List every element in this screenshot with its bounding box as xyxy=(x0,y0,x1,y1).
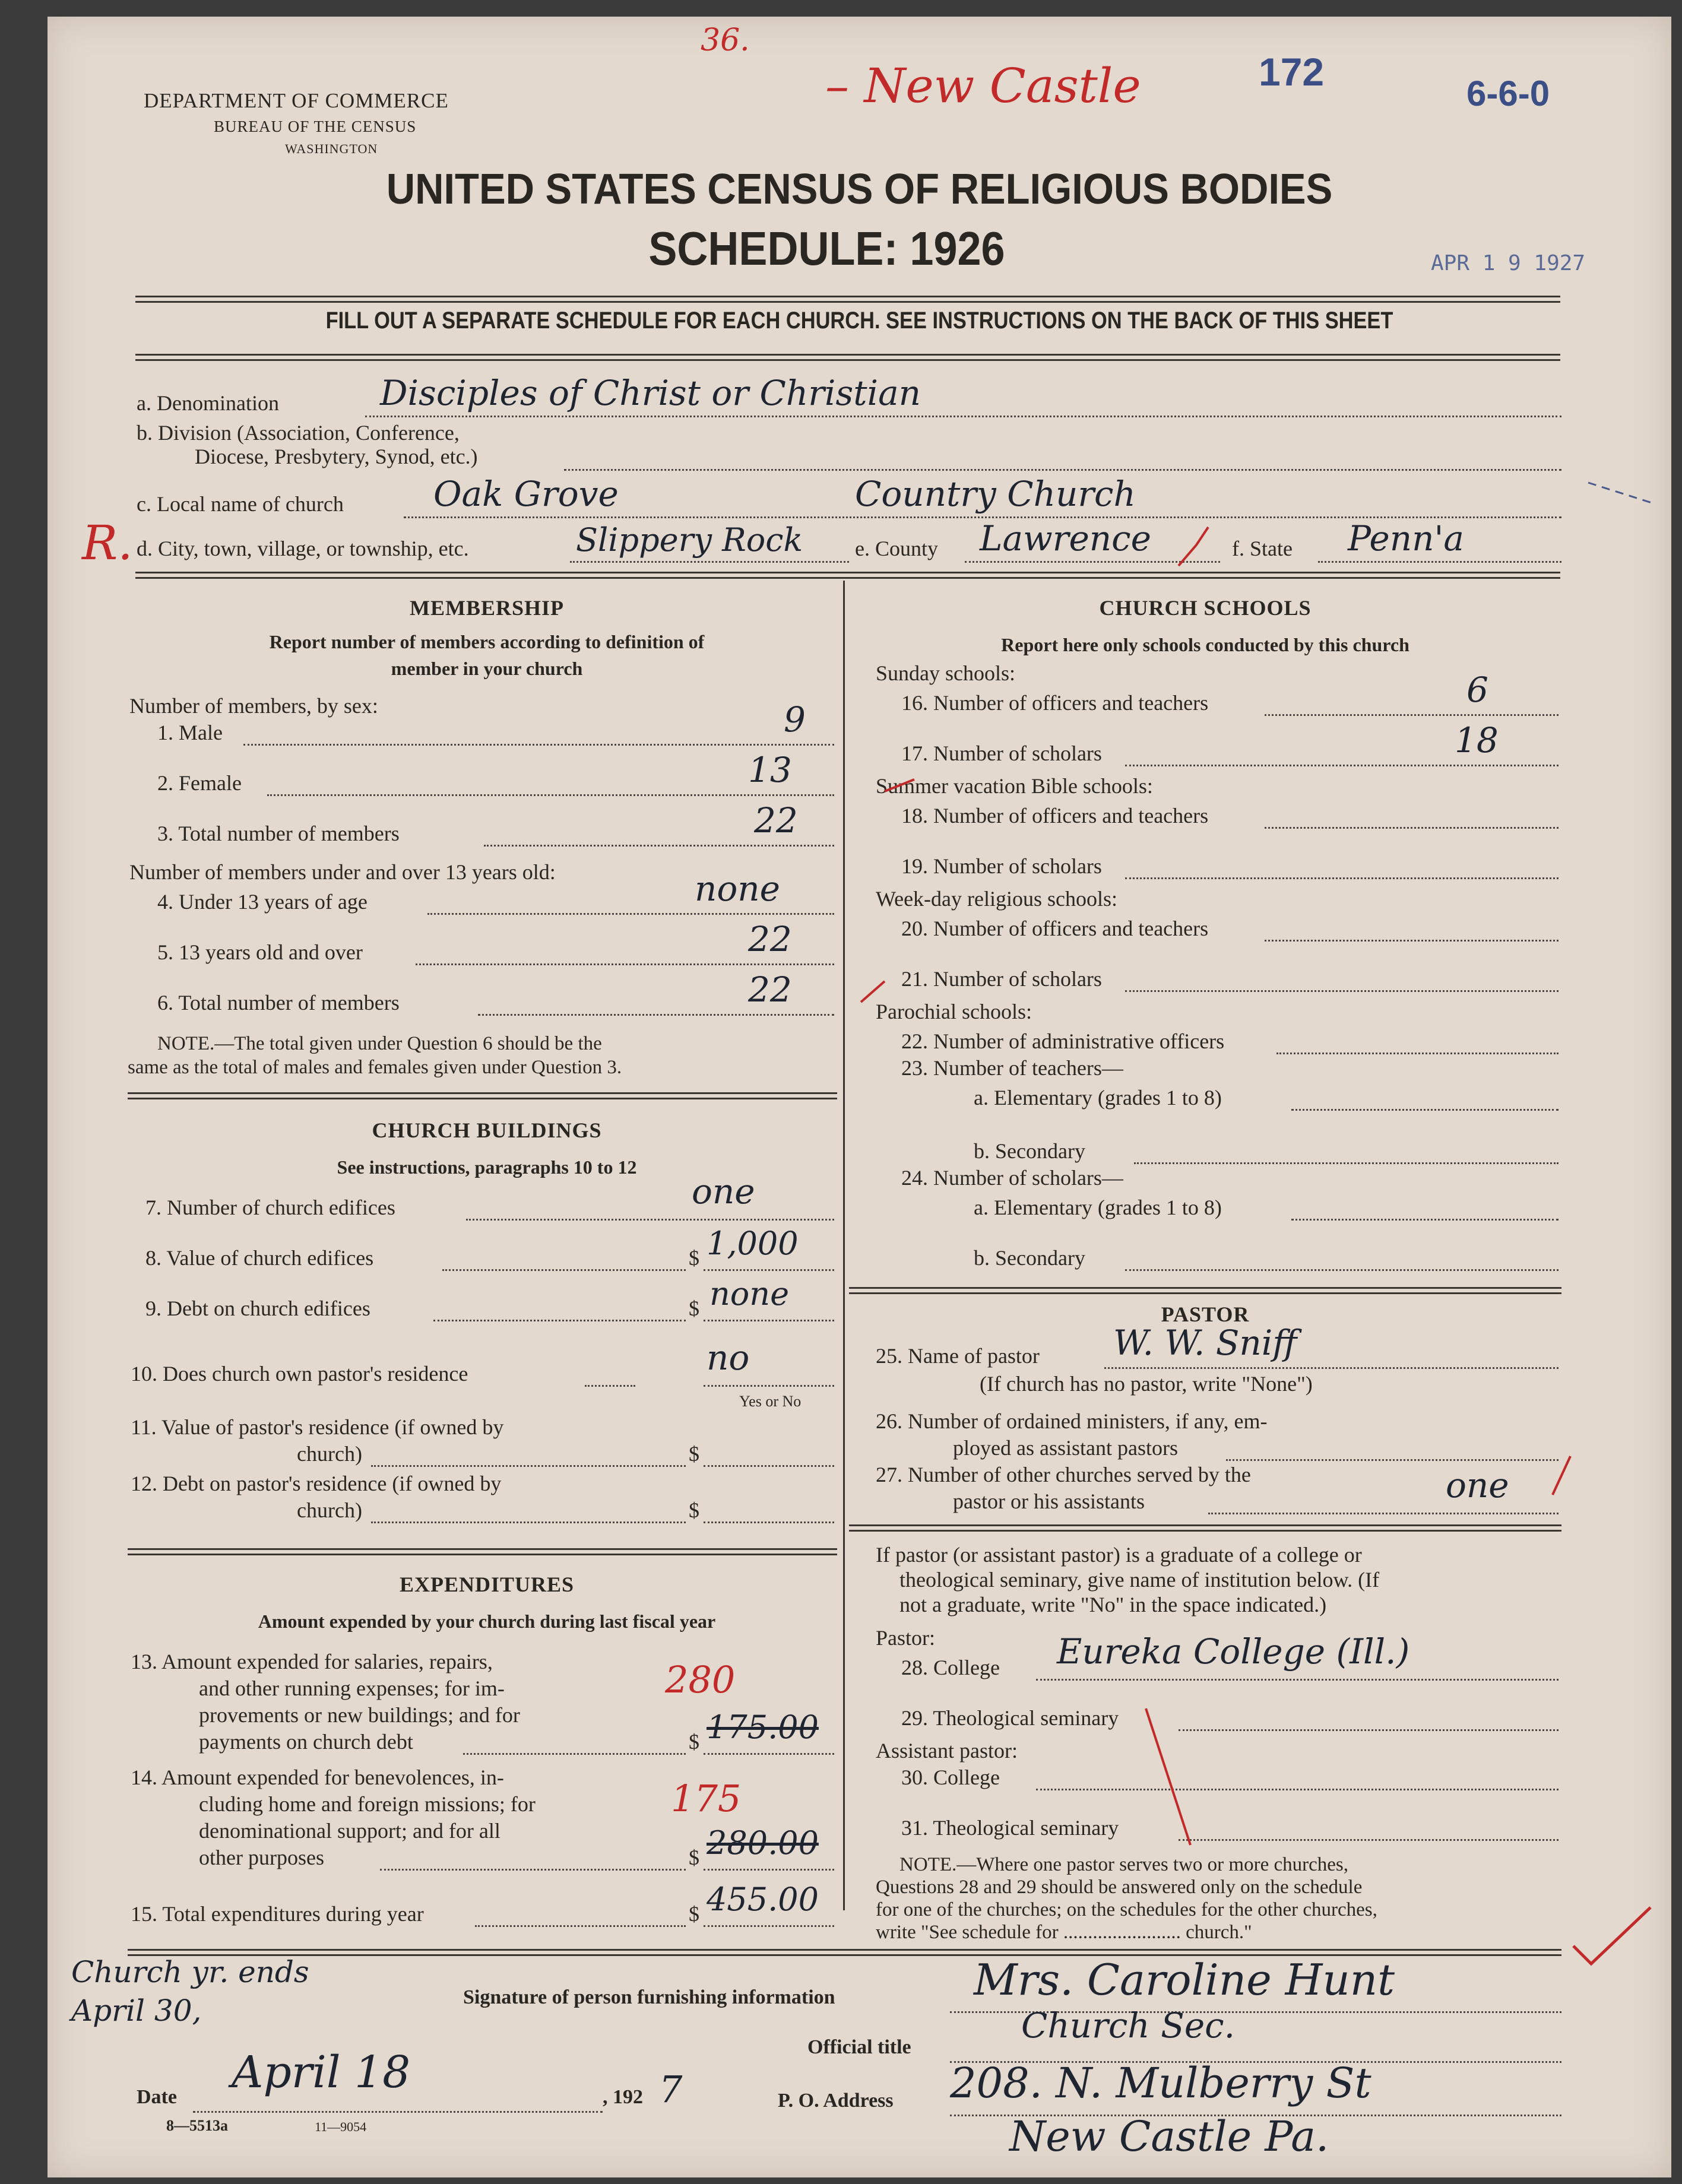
q11-label-1: 11. Value of pastor's residence (if owned by xyxy=(131,1415,504,1439)
q2-value: 13 xyxy=(748,750,792,790)
county-value: Lawrence xyxy=(980,518,1151,559)
q29-label: 29. Theological seminary xyxy=(901,1706,1119,1730)
q24-label: 24. Number of scholars— xyxy=(901,1166,1123,1190)
q18-label: 18. Number of officers and teachers xyxy=(901,804,1209,828)
date-year-prefix: , 192 xyxy=(603,2086,643,2108)
pastor-education-head: Pastor: xyxy=(876,1626,936,1650)
membership-note-2: same as the total of males and females given under Question 3. xyxy=(128,1057,622,1078)
pastor-note-4: write "See schedule for ........................ church." xyxy=(876,1922,1252,1943)
q14-line-4: other purposes xyxy=(199,1846,324,1869)
expenditures-title: EXPENDITURES xyxy=(399,1573,575,1596)
q13-value: 175.00 xyxy=(707,1708,819,1746)
q13-line-3: provements or new buildings; and for xyxy=(199,1703,520,1727)
q13-line-4: payments on church debt xyxy=(199,1730,413,1754)
q15-dollar: $ xyxy=(689,1902,699,1926)
division-label-2: Diocese, Presbytery, Synod, etc.) xyxy=(195,445,478,468)
q5-value: 22 xyxy=(748,919,792,959)
q12-label-1: 12. Debt on pastor's residence (if owned by xyxy=(131,1472,502,1495)
q17-label: 17. Number of scholars xyxy=(901,741,1102,765)
local-name-value-2: Country Church xyxy=(855,474,1136,514)
fiscal-year-note-1: Church yr. ends xyxy=(71,1955,309,1989)
membership-title: MEMBERSHIP xyxy=(409,596,564,620)
local-name-label: c. Local name of church xyxy=(137,492,344,516)
q14-correction: 175 xyxy=(671,1777,742,1820)
q9-dollar: $ xyxy=(689,1297,699,1320)
q20-label: 20. Number of officers and teachers xyxy=(901,917,1209,940)
q10-hint: Yes or No xyxy=(739,1393,802,1410)
q15-value: 455.00 xyxy=(707,1881,819,1918)
margin-mark: R. xyxy=(82,515,133,570)
q3-label: 3. Total number of members xyxy=(157,822,400,845)
q14-line-3: denominational support; and for all xyxy=(199,1819,501,1843)
city-value: Slippery Rock xyxy=(576,521,803,559)
code-number: 172 xyxy=(1259,50,1325,94)
q9-value: none xyxy=(709,1275,790,1313)
q27-value: one xyxy=(1446,1465,1509,1505)
q25-value: W. W. Sniff xyxy=(1113,1323,1297,1363)
schedule-year: SCHEDULE: 1926 xyxy=(648,222,1005,275)
q15-label: 15. Total expenditures during year xyxy=(131,1902,424,1926)
denomination-value: Disciples of Christ or Christian xyxy=(380,373,921,413)
q9-label: 9. Debt on church edifices xyxy=(145,1297,370,1320)
q30-label: 30. College xyxy=(901,1765,1000,1789)
q1-label: 1. Male xyxy=(157,721,223,744)
q23b-label: b. Secondary xyxy=(974,1139,1085,1163)
pastor-note-1: NOTE.—Where one pastor serves two or more churches, xyxy=(899,1854,1348,1875)
q1-value: 9 xyxy=(784,699,806,740)
form-title: UNITED STATES CENSUS OF RELIGIOUS BODIES xyxy=(386,166,1333,213)
q21-label: 21. Number of scholars xyxy=(901,967,1102,991)
date-label: Date xyxy=(137,2086,177,2108)
q7-label: 7. Number of church edifices xyxy=(145,1196,395,1219)
signature-value: Mrs. Caroline Hunt xyxy=(974,1955,1395,2005)
buildings-subtitle: See instructions, paragraphs 10 to 12 xyxy=(337,1156,637,1178)
schools-subtitle: Report here only schools conducted by this church xyxy=(1001,634,1409,655)
q14-line-1: 14. Amount expended for benevolences, in- xyxy=(131,1765,504,1789)
q12-dollar: $ xyxy=(689,1498,699,1522)
q16-value: 6 xyxy=(1466,670,1488,710)
q10-value: no xyxy=(707,1337,750,1378)
q4-label: 4. Under 13 years of age xyxy=(157,890,368,914)
instruction-banner: FILL OUT A SEPARATE SCHEDULE FOR EACH CHURCH. SEE INSTRUCTIONS ON THE BACK OF THIS SHEET xyxy=(325,308,1393,334)
form-number: 8—5513a xyxy=(166,2117,228,2134)
graduate-note-3: not a graduate, write "No" in the space indicated.) xyxy=(899,1593,1327,1616)
q28-value: Eureka College (Ill.) xyxy=(1057,1631,1410,1672)
po-address-value-2: New Castle Pa. xyxy=(1009,2112,1329,2161)
summer-schools-head: Summer vacation Bible schools: xyxy=(876,774,1153,798)
q12-label-2: church) xyxy=(297,1498,362,1522)
department-name: DEPARTMENT OF COMMERCE xyxy=(144,89,449,112)
state-value: Penn'a xyxy=(1348,518,1464,559)
received-date-stamp: APR 1 9 1927 xyxy=(1431,251,1586,275)
q27-line-2: pastor or his assistants xyxy=(953,1489,1145,1513)
q13-dollar: $ xyxy=(689,1730,699,1754)
q25-hint: (If church has no pastor, write "None") xyxy=(980,1372,1313,1396)
division-label-1: b. Division (Association, Conference, xyxy=(137,421,460,445)
signature-label: Signature of person furnishing information xyxy=(463,1986,835,2008)
bureau-city: WASHINGTON xyxy=(285,141,378,156)
fiscal-year-note-2: April 30, xyxy=(71,1993,202,2028)
code-classification: 6-6-0 xyxy=(1466,74,1550,113)
county-label: e. County xyxy=(855,537,938,560)
q6-label: 6. Total number of members xyxy=(157,991,400,1015)
q7-value: one xyxy=(692,1171,755,1212)
po-address-value-1: 208. N. Mulberry St xyxy=(950,2059,1371,2107)
q31-label: 31. Theological seminary xyxy=(901,1816,1119,1840)
q25-label: 25. Name of pastor xyxy=(876,1344,1040,1368)
q26-line-1: 26. Number of ordained ministers, if any, em- xyxy=(876,1409,1268,1433)
q13-line-1: 13. Amount expended for salaries, repairs, xyxy=(131,1650,493,1673)
graduate-note-2: theological seminary, give name of institution below. (If xyxy=(899,1568,1380,1592)
pastor-title: PASTOR xyxy=(1161,1302,1250,1326)
membership-subtitle-1: Report number of members according to definition of xyxy=(269,631,705,652)
q14-dollar: $ xyxy=(689,1846,699,1869)
q22-label: 22. Number of administrative officers xyxy=(901,1029,1225,1053)
q4-value: none xyxy=(695,868,780,909)
parochial-schools-head: Parochial schools: xyxy=(876,1000,1032,1023)
membership-subtitle-2: member in your church xyxy=(391,658,583,679)
q8-dollar: $ xyxy=(689,1246,699,1270)
q10-label: 10. Does church own pastor's residence xyxy=(131,1362,468,1386)
q11-dollar: $ xyxy=(689,1442,699,1466)
q14-value: 280.00 xyxy=(707,1824,819,1862)
census-schedule-sheet xyxy=(47,17,1671,2177)
pastor-note-3: for one of the churches; on the schedules for the other churches, xyxy=(876,1899,1377,1920)
q23-label: 23. Number of teachers— xyxy=(901,1056,1123,1080)
denomination-label: a. Denomination xyxy=(137,391,279,415)
date-year-digit: 7 xyxy=(659,2068,683,2111)
annotation-place: – New Castle xyxy=(825,58,1141,113)
q2-label: 2. Female xyxy=(157,771,242,795)
q17-value: 18 xyxy=(1455,720,1499,760)
weekday-schools-head: Week-day religious schools: xyxy=(876,887,1118,911)
q19-label: 19. Number of scholars xyxy=(901,854,1102,878)
q27-line-1: 27. Number of other churches served by the xyxy=(876,1463,1251,1486)
q24a-label: a. Elementary (grades 1 to 8) xyxy=(974,1196,1222,1219)
q16-label: 16. Number of officers and teachers xyxy=(901,691,1209,715)
city-label: d. City, town, village, or township, etc. xyxy=(137,537,469,560)
q8-label: 8. Value of church edifices xyxy=(145,1246,374,1270)
expenditures-subtitle: Amount expended by your church during last fiscal year xyxy=(258,1611,716,1632)
assistant-education-head: Assistant pastor: xyxy=(876,1739,1018,1763)
local-name-value-1: Oak Grove xyxy=(433,474,619,514)
q28-label: 28. College xyxy=(901,1656,1000,1679)
date-value: April 18 xyxy=(232,2047,411,2098)
schools-title: CHURCH SCHOOLS xyxy=(1099,596,1312,620)
bureau-name: BUREAU OF THE CENSUS xyxy=(214,118,417,135)
po-address-label: P. O. Address xyxy=(778,2090,894,2112)
q8-value: 1,000 xyxy=(707,1225,799,1262)
members-by-sex-label: Number of members, by sex: xyxy=(129,694,378,718)
membership-note-1: NOTE.—The total given under Question 6 should be the xyxy=(157,1033,602,1054)
graduate-note-1: If pastor (or assistant pastor) is a graduate of a college or xyxy=(876,1543,1362,1567)
q14-line-2: cluding home and foreign missions; for xyxy=(199,1792,536,1816)
buildings-title: CHURCH BUILDINGS xyxy=(372,1118,602,1142)
print-number: 11—9054 xyxy=(315,2119,367,2134)
q13-line-2: and other running expenses; for im- xyxy=(199,1676,505,1700)
q26-line-2: ployed as assistant pastors xyxy=(953,1436,1178,1460)
members-by-age-label: Number of members under and over 13 years old: xyxy=(129,860,556,884)
official-title-value: Church Sec. xyxy=(1021,2005,1236,2046)
q5-label: 5. 13 years old and over xyxy=(157,940,363,964)
q3-value: 22 xyxy=(754,800,798,841)
annotation-number: 36. xyxy=(701,23,750,58)
official-title-label: Official title xyxy=(807,2036,911,2058)
state-label: f. State xyxy=(1232,537,1293,560)
q23a-label: a. Elementary (grades 1 to 8) xyxy=(974,1086,1222,1110)
q13-correction: 280 xyxy=(665,1658,736,1701)
q24b-label: b. Secondary xyxy=(974,1246,1085,1270)
q11-label-2: church) xyxy=(297,1442,362,1466)
pastor-note-2: Questions 28 and 29 should be answered only on the schedule xyxy=(876,1876,1363,1898)
q6-value: 22 xyxy=(748,969,792,1010)
reviewer-check-marks xyxy=(47,17,1671,2177)
sunday-schools-head: Sunday schools: xyxy=(876,661,1016,685)
